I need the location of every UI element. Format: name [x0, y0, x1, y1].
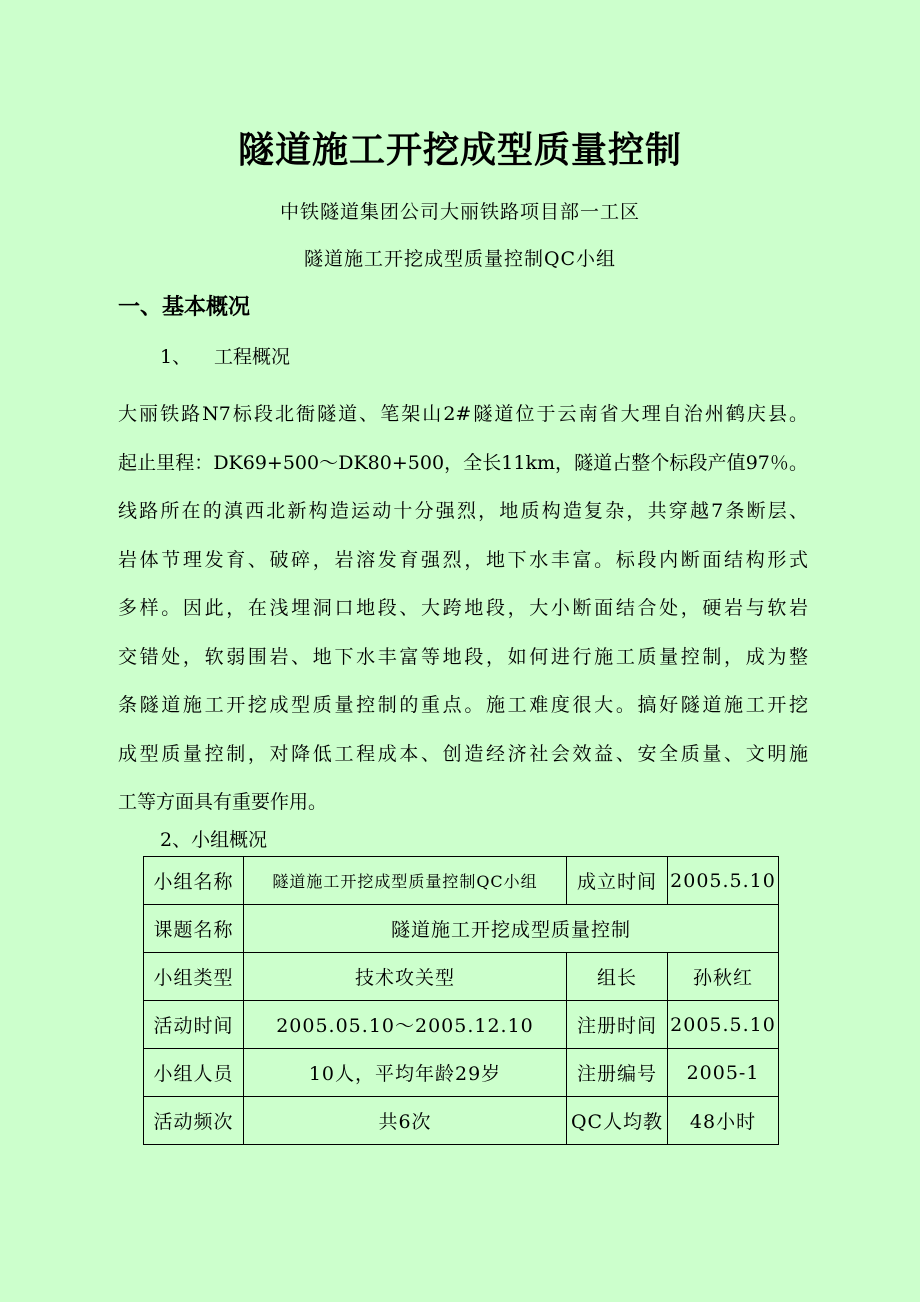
table-cell: 课题名称	[144, 905, 244, 953]
paragraph-line: 成型质量控制，对降低工程成本、创造经济社会效益、安全质量、文明施	[118, 742, 808, 765]
table-cell: 组长	[567, 953, 668, 1001]
paragraph-line: 条隧道施工开挖成型质量控制的重点。施工难度很大。搞好隧道施工开挖	[118, 694, 808, 716]
paragraph-line: 工等方面具有重要作用。	[118, 791, 328, 813]
table-cell: 2005.05.10～2005.12.10	[244, 1001, 567, 1049]
table-row	[144, 905, 779, 953]
subsection-label: 工程概况	[214, 346, 291, 368]
project-overview-paragraph	[118, 390, 808, 827]
paragraph-line: 多样。因此，在浅埋洞口地段、大跨地段，大小断面结合处，硬岩与软岩	[118, 597, 808, 619]
table-cell: 2005.5.10	[668, 1001, 779, 1049]
subsection-number: 1、	[160, 346, 192, 368]
table-cell: 成立时间	[567, 857, 668, 905]
paragraph-line: 起止里程：DK69+500～DK80+500，全长11km，隧道占整个标段产值97％。	[118, 451, 808, 474]
table-cell: 共6次	[244, 1097, 567, 1145]
paragraph-line: 大丽铁路N7标段北衙隧道、笔架山2#隧道位于云南省大理自治州鹤庆县。	[118, 403, 808, 425]
table-cell: QC人均教	[567, 1097, 668, 1145]
table-row	[144, 1001, 779, 1049]
table-cell: 48小时	[668, 1097, 779, 1145]
organization-subtitle: 中铁隧道集团公司大丽铁路项目部一工区	[279, 201, 640, 223]
paragraph-line: 线路所在的滇西北新构造运动十分强烈，地质构造复杂，共穿越7条断层、	[118, 500, 808, 522]
table-cell: 2005.5.10	[668, 857, 779, 905]
table-cell: 活动频次	[144, 1097, 244, 1145]
table-cell: 活动时间	[144, 1001, 244, 1049]
page-title: 隧道施工开挖成型质量控制	[237, 130, 682, 171]
subsection-heading-group: 2、小组概况	[160, 829, 268, 851]
table-row	[144, 953, 779, 1001]
table-cell: 隧道施工开挖成型质量控制	[244, 905, 779, 953]
table-cell: 小组类型	[144, 953, 244, 1001]
table-cell: 小组名称	[144, 857, 244, 905]
table-cell: 孙秋红	[668, 953, 779, 1001]
group-subtitle: 隧道施工开挖成型质量控制QC小组	[303, 248, 617, 270]
table-cell: 技术攻关型	[244, 953, 567, 1001]
table-row	[144, 857, 779, 905]
table-cell: 注册时间	[567, 1001, 668, 1049]
table-cell: 隧道施工开挖成型质量控制QC小组	[244, 857, 567, 905]
subsection-heading-project	[160, 342, 290, 369]
section-heading-overview: 一、基本概况	[118, 295, 251, 320]
table-cell: 小组人员	[144, 1049, 244, 1097]
table-row	[144, 1049, 779, 1097]
table-row	[144, 1097, 779, 1145]
table-cell: 10人，平均年龄29岁	[244, 1049, 567, 1097]
group-info-table	[143, 856, 779, 1145]
table-cell: 注册编号	[567, 1049, 668, 1097]
paragraph-line: 交错处，软弱围岩、地下水丰富等地段，如何进行施工质量控制，成为整	[118, 645, 808, 668]
table-cell: 2005-1	[668, 1049, 779, 1097]
paragraph-line: 岩体节理发育、破碎，岩溶发育强烈，地下水丰富。标段内断面结构形式	[118, 548, 808, 571]
